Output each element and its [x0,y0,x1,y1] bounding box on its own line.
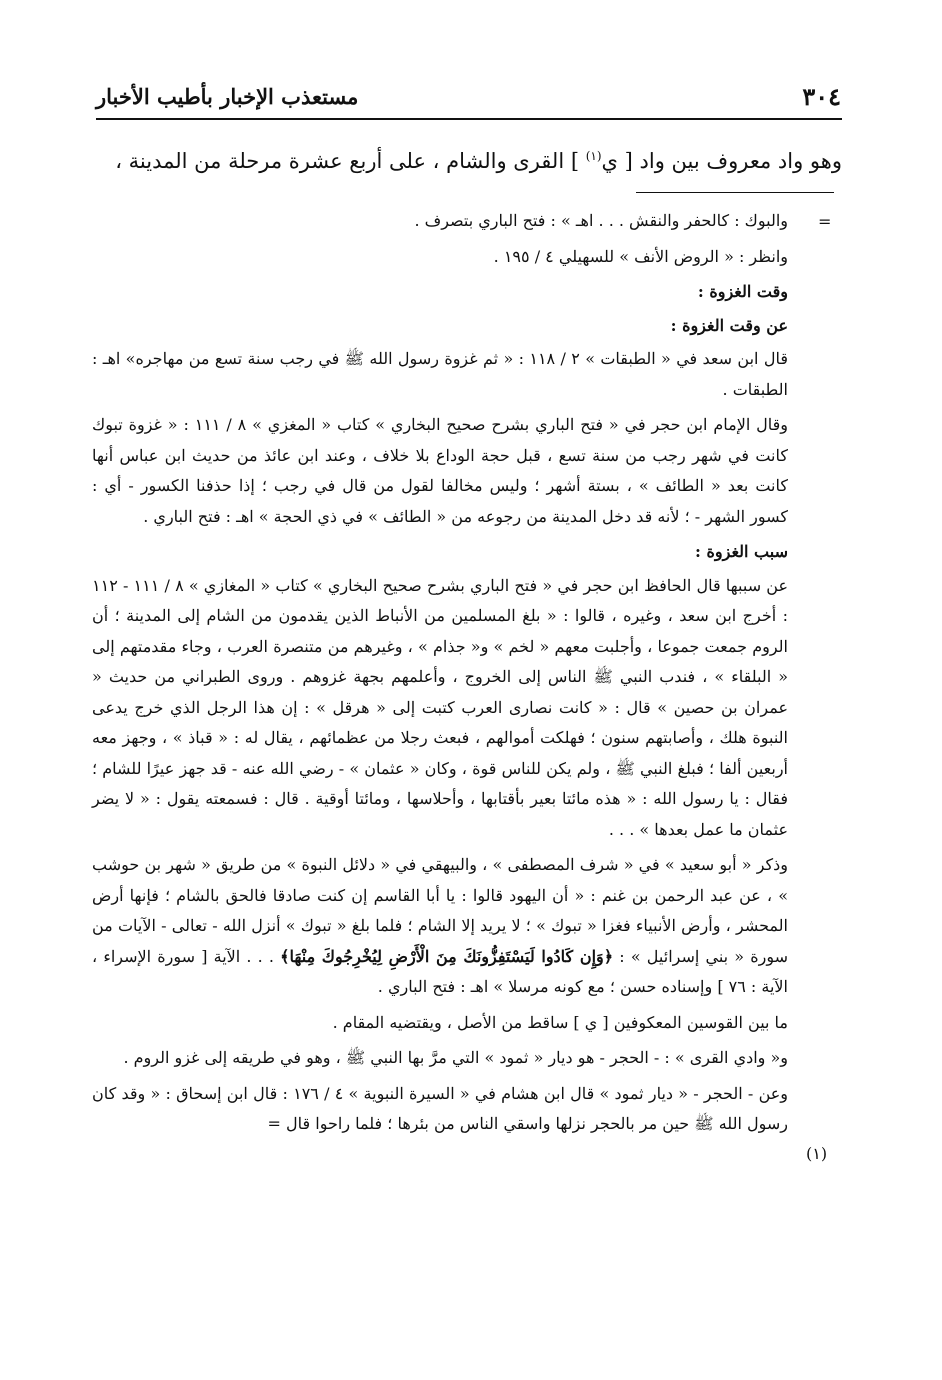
note-paragraph [92,850,788,1003]
footnote-text: ما بين القوسين المعكوفين [ ي ] ساقط من الأصل ، ويقتضيه المقام . [332,1012,788,1032]
footnote-reference: (١) [585,149,602,163]
note-paragraph: وانظر : « الروض الأنف » للسهيلي ٤ / ١٩٥ . [493,246,788,266]
note-text: . . . الآية [ سورة الإسراء ، الآية : ٧٦ ] وإسناده حسن ؛ مع كونه مرسلا » اهـ : فتح الباري . [92,946,788,996]
section-heading: عن وقت الغزوة : [670,315,788,335]
footnote-text: وعن - الحجر - « ديار ثمود » قال ابن هشام في « السيرة النبوية » ٤ / ١٧٦ : قال ابن إسحاق : « وقد كان رسول الله ﷺ حين مر بالحجر نزلها واسقي الناس من بئرها ؛ فلما راحوا قال = [92,1083,789,1133]
note-paragraph: قال ابن سعد في « الطبقات » ٢ / ١١٨ : « ثم غزوة رسول الله ﷺ في رجب سنة تسع من مهاجره» اهـ : الطبقات . [92,349,789,399]
section-heading: وقت الغزوة : [697,282,788,301]
header-rule [96,118,842,120]
note-paragraph: وقال الإمام ابن حجر في « فتح الباري بشرح صحيح البخاري » كتاب « المغزي » ٨ / ١١١ : « غزوة تبوك كانت في شهر رجب من سنة تسع ، قبل حجة الوداع بلا خلاف ، وعند ابن عائذ من حديث ابن عباس أنها كانت بعد « الطائف » ، بستة أشهر ؛ وليس مخالفا لقول من قال في رجب ؛ إذا حذفنا الكسور - أي : كسور الشهر - ؛ لأنه قد دخل المدينة من رجوعه من « الطائف » في ذي الحجة » اهـ : فتح الباري . [92,415,789,526]
running-title: مستعذب الإخبار بأطيب الأخبار [96,83,359,109]
note-paragraph: عن سببها قال الحافظ ابن حجر في « فتح الباري بشرح صحيح البخاري » كتاب « المغازي » ٨ / ١١١ - ١١٢ : أخرج ابن سعد ، وغيره ، قالوا : « بلغ المسلمين من الأنباط الذين يقدمون من الشام إلى المدينة ؛ أن الروم جمعت جموعا ، وأجلبت معهم « لخم » و« جذام » ، وغيرهم من متنصرة العرب ، وجاء مقدمتهم إلى « البلقاء » ، فندب النبي ﷺ الناس إلى الخروج ، وأعلمهم بجهة غزوهم . وروى الطبراني من حديث « عمران بن حصين » قال : « كانت نصارى العرب كتبت إلى « هرقل » : إن هذا الرجل الذي خرج يدعى النبوة هلك ، وأصابتهم سنون ؛ فهلكت أموالهم ، فبعث رجلا من عظمائهم ، يقال له : « قباذ » ، وجهز معه أربعين ألفا ؛ فبلغ النبي ﷺ ، ولم يكن للناس قوة ، وكان « عثمان » - رضي الله عنه - قد جهز عيرًا للشام ؛ فقال : يا رسول الله : « هذه مائتا بعير بأقتابها ، وأحلاسها ، ومائتا أوقية . قال : فسمعته يقول : « لا يضر عثمان ما عمل بعدها » . . . [92,575,789,839]
page-header [96,78,841,114]
footnotes [92,206,788,1145]
footnote-separator [636,192,834,193]
note-paragraph: والبوك : كالحفر والنقش . . . اهـ » : فتح الباري بتصرف . [414,211,788,230]
main-text-before-ref: وهو واد معروف بين واد [ ي [601,149,842,173]
footnote-text: و« وادي القرى » : - الحجر - هو ديار « ثمود » التي مرَّ بها النبي ﷺ ، وهو في طريقه إلى غزو الروم . [123,1048,788,1067]
continuation-mark: = [818,212,832,231]
main-text-after-ref: ] القرى والشام ، على أربع عشرة مرحلة من المدينة ، [115,149,586,173]
section-heading: سبب الغزوة : [695,542,788,561]
quran-verse: ﴿وَإِن كَادُوا لَيَسْتَفِزُّونَكَ مِنَ الْأَرْضِ لِيُخْرِجُوكَ مِنْهَا﴾ [280,946,614,966]
main-text [90,140,842,177]
footnote-number: (١) [806,1144,828,1163]
note-text: وذكر « أبو سعيد » في « شرف المصطفى » ، والبيهقي في « دلائل النبوة » من طريق « شهر بن حوشب » ، عن عبد الرحمن بن غنم : « أن اليهود قالوا : يا أبا القاسم إن كنت صادقا فالحق بالشام ؛ فإنها أرض المحشر ، وأرض الأنبياء فغزا « تبوك » ؛ لا يريد إلا الشام ؛ فلما بلغ « تبوك » أنزل الله - تعالى - الآيات من سورة « بني إسرائيل » : [92,855,789,966]
page-number: ٣٠٤ [802,81,841,111]
